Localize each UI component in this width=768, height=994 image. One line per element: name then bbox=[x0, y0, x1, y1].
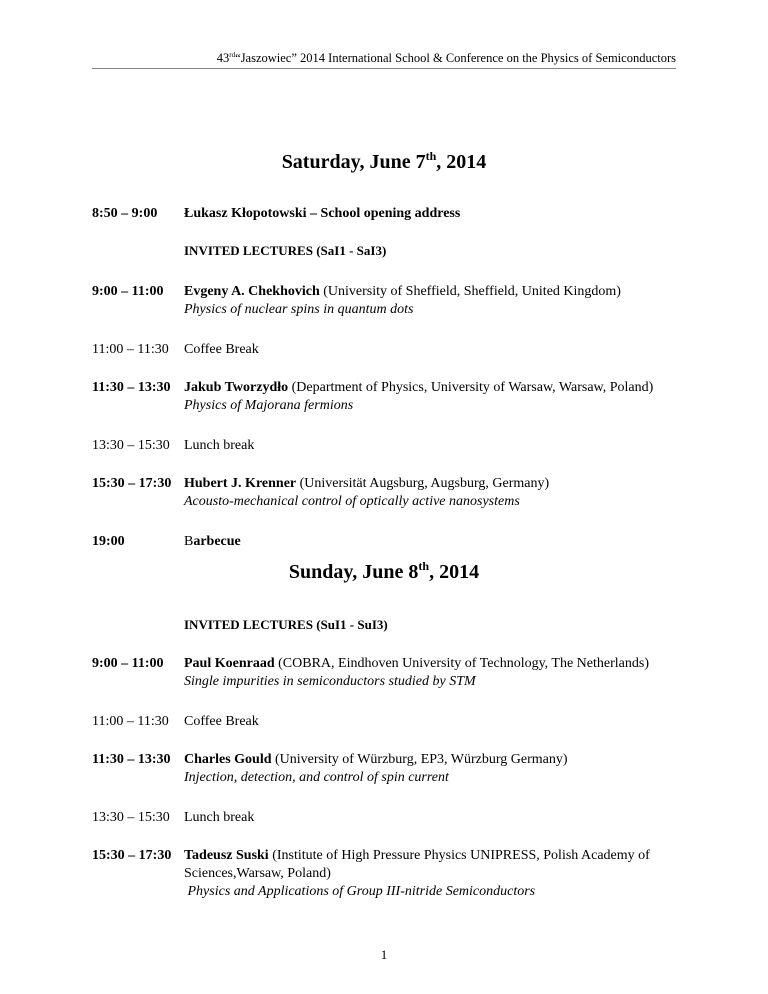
talk-title: Physics of Majorana fermions bbox=[184, 398, 354, 413]
break-entry bbox=[184, 438, 254, 454]
day-title-superscript: th bbox=[425, 149, 437, 163]
day-title-saturday bbox=[0, 151, 768, 174]
speaker-affiliation: (University of Sheffield, Sheffield, United Kingdom) bbox=[319, 284, 621, 299]
speaker-name: Jakub Tworzydło bbox=[184, 380, 289, 395]
time-slot: 13:30 – 15:30 bbox=[92, 438, 170, 453]
speaker-name: Hubert J. Krenner bbox=[184, 476, 297, 491]
event-label: arbecue bbox=[193, 534, 241, 549]
talk-title: Physics and Applications of Group III-nitride Semiconductors bbox=[184, 884, 536, 899]
time-slot: 11:30 – 13:30 bbox=[92, 752, 171, 767]
break-label: Coffee Break bbox=[184, 714, 259, 729]
page-number: 1 bbox=[380, 947, 388, 962]
speaker-affiliation-cont: Sciences,Warsaw, Poland) bbox=[184, 866, 331, 881]
speaker-name: Paul Koenraad bbox=[184, 656, 275, 671]
day-title-year: , 2014 bbox=[429, 561, 480, 583]
speaker-name: Evgeny A. Chekhovich bbox=[184, 284, 320, 299]
break-label: Lunch break bbox=[184, 810, 255, 825]
talk-title: Acousto-mechanical control of optically active nanosystems bbox=[184, 494, 520, 509]
time-slot: 9:00 – 11:00 bbox=[92, 284, 164, 299]
time-slot: 13:30 – 15:30 bbox=[92, 810, 170, 825]
speaker-name: Tadeusz Suski bbox=[184, 848, 269, 863]
time-slot: 11:00 – 11:30 bbox=[92, 714, 169, 729]
time-slot: 19:00 bbox=[92, 534, 125, 549]
talk-title: Single impurities in semiconductors studied by STM bbox=[184, 674, 476, 689]
time-slot: 11:00 – 11:30 bbox=[92, 342, 169, 357]
header-edition-number: 43 bbox=[216, 51, 230, 65]
time-slot: 9:00 – 11:00 bbox=[92, 656, 164, 671]
speaker-affiliation: (Department of Physics, University of Warsaw, Warsaw, Poland) bbox=[288, 380, 654, 395]
day-title-sunday bbox=[0, 561, 768, 584]
lecture-entry bbox=[184, 752, 568, 786]
lecture-entry bbox=[184, 656, 649, 690]
running-header bbox=[92, 51, 676, 66]
break-label: Lunch break bbox=[184, 438, 255, 453]
time-slot: 11:30 – 13:30 bbox=[92, 380, 171, 395]
day-title-text: Saturday, June 7 bbox=[281, 151, 426, 173]
break-entry bbox=[184, 342, 259, 358]
talk-title: Injection, detection, and control of spin current bbox=[184, 770, 449, 785]
day-title-text: Sunday, June 8 bbox=[288, 561, 419, 583]
lecture-entry bbox=[184, 476, 549, 510]
lecture-entry bbox=[184, 380, 653, 414]
header-rule bbox=[92, 68, 676, 69]
section-heading-sunday: INVITED LECTURES (SuI1 - SuI3) bbox=[184, 617, 388, 632]
opening-address bbox=[184, 206, 460, 222]
time-slot: 15:30 – 17:30 bbox=[92, 848, 172, 863]
break-entry bbox=[184, 810, 254, 826]
lecture-entry bbox=[184, 284, 621, 318]
break-label: Coffee Break bbox=[184, 342, 259, 357]
day-title-year: , 2014 bbox=[436, 151, 487, 173]
speaker-affiliation: (Institute of High Pressure Physics UNIPRESS, Polish Academy of bbox=[268, 848, 650, 863]
opening-text: Łukasz Kłopotowski – School opening address bbox=[184, 206, 461, 221]
event-initial: B bbox=[184, 534, 194, 549]
speaker-name: Charles Gould bbox=[184, 752, 272, 767]
time-slot: 15:30 – 17:30 bbox=[92, 476, 172, 491]
day-title-superscript: th bbox=[418, 559, 430, 573]
talk-title: Physics of nuclear spins in quantum dots bbox=[184, 302, 414, 317]
section-heading-saturday: INVITED LECTURES (SaI1 - SaI3) bbox=[184, 243, 387, 258]
header-conference-name: “Jaszowiec” 2014 International School & Conference on the Physics of Semiconductors bbox=[235, 51, 676, 65]
break-entry bbox=[184, 714, 259, 730]
lecture-entry bbox=[184, 848, 650, 900]
header-edition-suffix: rd bbox=[229, 51, 236, 59]
speaker-affiliation: (University of Würzburg, EP3, Würzburg Germany) bbox=[271, 752, 568, 767]
event-entry bbox=[184, 534, 241, 550]
speaker-affiliation: (Universität Augsburg, Augsburg, Germany) bbox=[296, 476, 550, 491]
time-slot: 8:50 – 9:00 bbox=[92, 206, 158, 221]
speaker-affiliation: (COBRA, Eindhoven University of Technology, The Netherlands) bbox=[274, 656, 649, 671]
